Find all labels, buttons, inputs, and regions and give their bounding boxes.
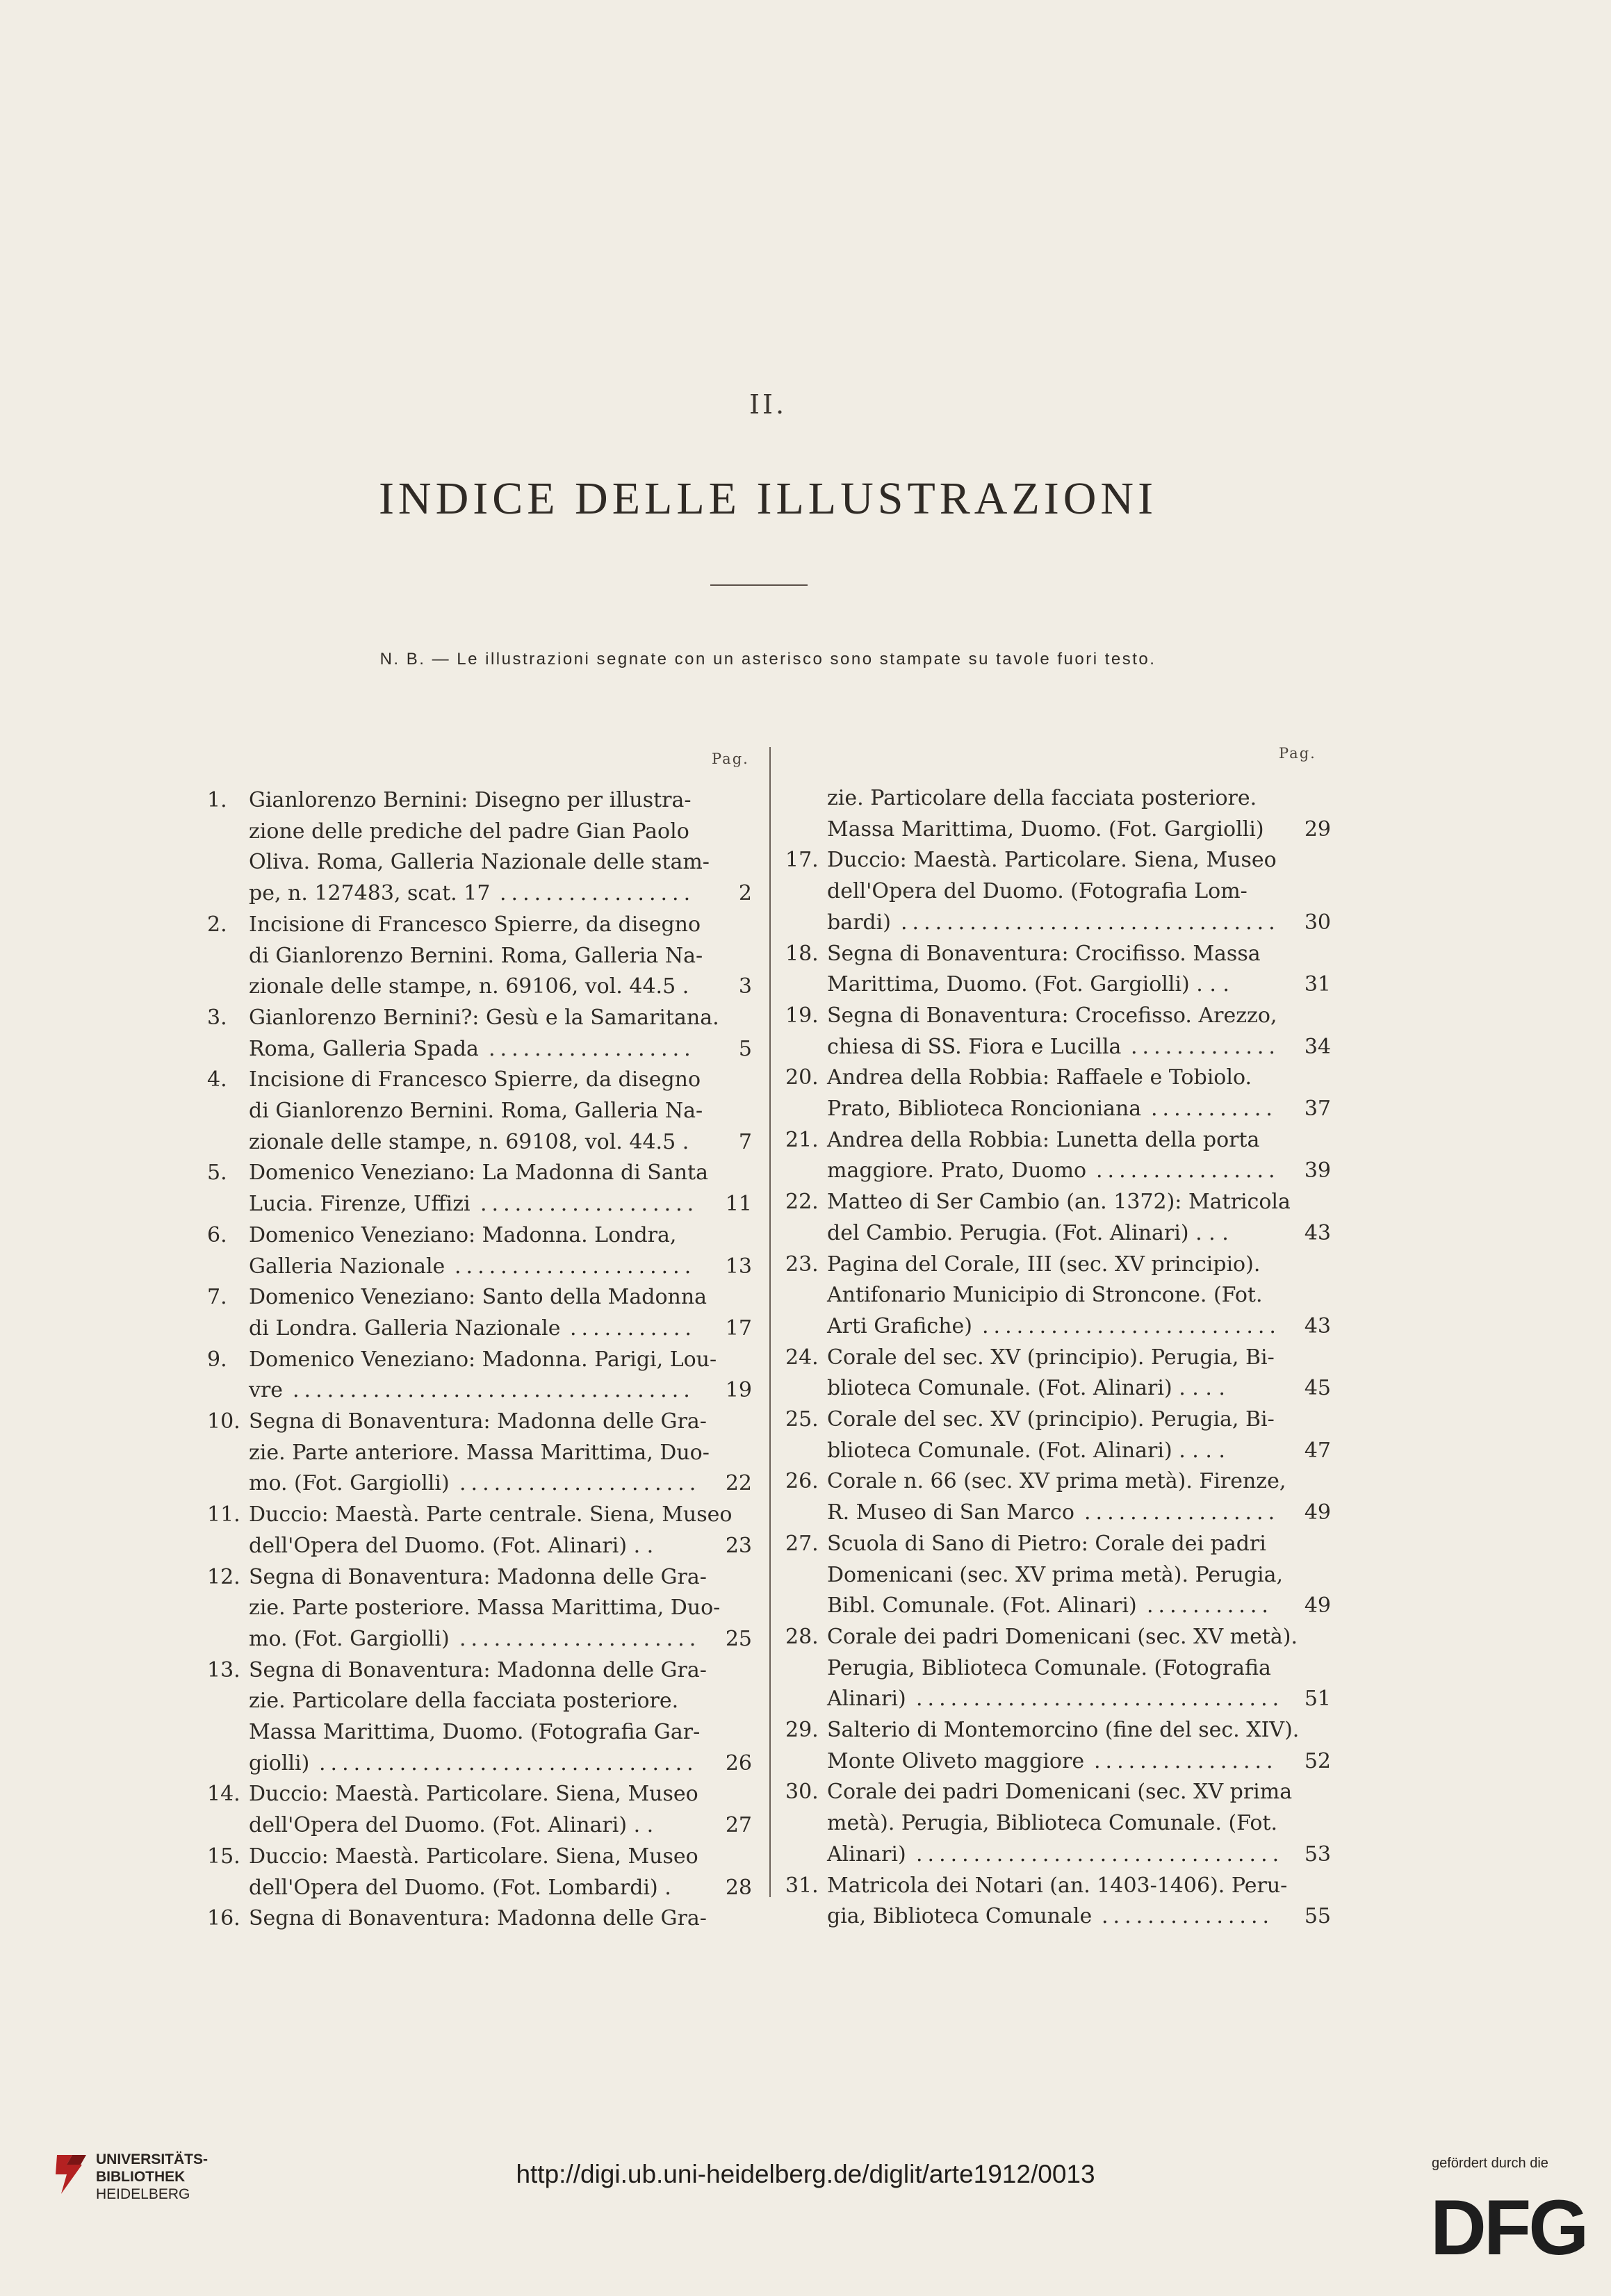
index-entry-line	[0, 1343, 1611, 1373]
dot-leader: .................	[500, 881, 696, 906]
entry-number: 21.	[785, 1127, 819, 1152]
entry-text: zie. Particolare della facciata posteriore.	[827, 786, 1257, 810]
entry-page-number: 37	[1304, 1097, 1331, 1121]
entry-text: zie. Parte anteriore. Massa Marittima, Duo-	[249, 1440, 710, 1465]
dot-leader: .............	[1131, 1034, 1280, 1059]
entry-page-number: 25	[725, 1626, 752, 1651]
entry-text: Alinari)	[827, 1687, 906, 1712]
dot-leader: ...........	[1147, 1593, 1273, 1618]
entry-page-number: 43	[1304, 1313, 1331, 1338]
entry-page-number: 49	[1304, 1593, 1331, 1618]
entry-text: metà). Perugia, Biblioteca Comunale. (Fot.	[827, 1811, 1278, 1836]
index-entry-line	[0, 1808, 1611, 1839]
index-entry-line	[0, 1125, 1611, 1156]
dfg-logo-icon	[1430, 2182, 1593, 2264]
entry-text: dell'Opera del Duomo. (Fot. Alinari) . .	[249, 1533, 654, 1558]
index-entry-line	[0, 1436, 1611, 1466]
index-entry-line	[0, 1373, 1611, 1404]
entry-text: mo. (Fot. Gargiolli)	[249, 1626, 450, 1651]
entry-text: vre	[249, 1378, 284, 1403]
entry-text: Massa Marittima, Duomo. (Fotografia Gar-	[249, 1720, 701, 1744]
entry-page-number: 2	[738, 881, 752, 906]
dot-leader: .....................	[455, 1254, 696, 1279]
entry-page-number: 23	[725, 1533, 752, 1558]
entry-page-number: 52	[1304, 1748, 1331, 1773]
entry-text: Duccio: Maestà. Particolare. Siena, Museo	[827, 848, 1277, 873]
entry-text: Salterio di Montemorcino (fine del sec. XIV).	[827, 1718, 1300, 1742]
entry-page-number: 30	[1304, 910, 1331, 935]
dot-leader: ...................................	[293, 1378, 695, 1403]
index-entry-line	[0, 1498, 1611, 1528]
page-label-right: Pag.	[1279, 745, 1316, 762]
entry-number: 14.	[207, 1782, 240, 1807]
index-entry-line	[0, 1746, 1611, 1777]
entry-page-number: 26	[725, 1750, 752, 1776]
index-entry-line	[0, 1094, 1611, 1124]
source-url[interactable]: http://digi.ub.uni-heidelberg.de/diglit/arte1912/0013	[516, 2160, 1095, 2188]
index-entry-line	[0, 876, 1611, 907]
entry-text: Scuola di Sano di Pietro: Corale dei padri	[827, 1531, 1266, 1556]
index-entry-line	[0, 1063, 1611, 1093]
entry-page-number: 17	[725, 1315, 752, 1340]
entry-text: Incisione di Francesco Spierre, da disegno	[249, 912, 701, 937]
index-entry-line	[0, 1187, 1611, 1217]
entry-page-number: 5	[738, 1036, 752, 1061]
entry-number: 23.	[785, 1252, 819, 1277]
entry-text: Andrea della Robbia: Raffaele e Tobiolo.	[827, 1065, 1252, 1090]
index-entry-line	[0, 814, 1611, 845]
index-entry-line	[0, 1280, 1611, 1311]
funded-by-label: gefördert durch die	[1432, 2156, 1548, 2171]
entry-number: 13.	[207, 1657, 240, 1682]
entry-text: Segna di Bonaventura: Madonna delle Gra-	[249, 1564, 707, 1589]
entry-page-number: 28	[725, 1875, 752, 1900]
index-entry-line	[0, 1560, 1611, 1591]
entry-page-number: 49	[1304, 1500, 1331, 1525]
entry-text: Lucia. Firenze, Uffizi	[249, 1192, 471, 1217]
dot-leader: ................................	[916, 1842, 1284, 1867]
entry-page-number: 3	[738, 974, 752, 999]
part-number: II.	[749, 389, 787, 420]
library-name-line3: HEIDELBERG	[96, 2186, 190, 2202]
entry-text: Domenico Veneziano: Madonna. Parigi, Lou-	[249, 1347, 717, 1372]
entry-number: 19.	[785, 1003, 819, 1028]
dot-leader: ...........	[1151, 1097, 1277, 1121]
entry-text: Segna di Bonaventura: Crocifisso. Massa	[827, 941, 1261, 966]
entry-page-number: 19	[725, 1378, 752, 1403]
index-entry-line	[0, 1839, 1611, 1870]
entry-text: dell'Opera del Duomo. (Fot. Lombardi) .	[249, 1875, 671, 1900]
entry-number: 28.	[785, 1624, 819, 1649]
entry-text: Corale dei padri Domenicani (sec. XV metà).	[827, 1624, 1298, 1649]
page-label-left: Pag.	[712, 751, 749, 767]
entry-text: Duccio: Maestà. Particolare. Siena, Museo	[249, 1782, 698, 1807]
entry-number: 15.	[207, 1844, 240, 1869]
index-entry-line	[0, 1529, 1611, 1559]
entry-text: Domenico Veneziano: Madonna. Londra,	[249, 1222, 677, 1247]
entry-number: 7.	[207, 1285, 227, 1310]
entry-text: zionale delle stampe, n. 69106, vol. 44.5 .	[249, 974, 689, 999]
entry-number: 11.	[207, 1502, 240, 1527]
entry-text: di Gianlorenzo Bernini. Roma, Galleria Na-	[249, 943, 703, 968]
entry-text: chiesa di SS. Fiora e Lucilla	[827, 1034, 1122, 1059]
index-entry-line	[0, 939, 1611, 969]
entry-text: Domenicani (sec. XV prima metà). Perugia,	[827, 1562, 1284, 1587]
entry-page-number: 43	[1304, 1220, 1331, 1245]
entry-page-number: 13	[725, 1254, 752, 1279]
index-entry-line	[0, 1156, 1611, 1186]
entry-number: 10.	[207, 1409, 240, 1434]
entry-page-number: 29	[1304, 817, 1331, 842]
dot-leader: ...........	[570, 1315, 696, 1340]
entry-text: Duccio: Maestà. Particolare. Siena, Museo	[249, 1844, 698, 1869]
title-rule	[710, 584, 808, 586]
entry-text: blioteca Comunale. (Fot. Alinari) . . . .	[827, 1376, 1225, 1401]
entry-page-number: 7	[738, 1129, 752, 1154]
index-entry-line	[0, 908, 1611, 938]
entry-text: Monte Oliveto maggiore	[827, 1748, 1085, 1773]
entry-text: Marittima, Duomo. (Fot. Gargiolli) . . .	[827, 972, 1229, 997]
entry-number: 6.	[207, 1222, 227, 1247]
entry-text: di Londra. Galleria Nazionale	[249, 1315, 561, 1340]
entry-number: 30.	[785, 1780, 819, 1805]
dot-leader: .....................	[459, 1471, 701, 1496]
entry-page-number: 22	[725, 1471, 752, 1496]
dot-leader: ..........................	[982, 1313, 1281, 1338]
entry-number: 31.	[785, 1873, 819, 1898]
dot-leader: .....................	[459, 1626, 701, 1651]
dfg-logo-text: DFG	[1430, 2184, 1587, 2264]
index-entry-line	[0, 845, 1611, 876]
index-entry-line	[0, 1871, 1611, 1901]
entry-number: 17.	[785, 848, 819, 873]
entry-text: pe, n. 127483, scat. 17	[249, 881, 491, 906]
entry-text: Segna di Bonaventura: Crocefisso. Arezzo,	[827, 1003, 1277, 1028]
entry-number: 5.	[207, 1161, 227, 1186]
entry-number: 20.	[785, 1065, 819, 1090]
entry-text: Segna di Bonaventura: Madonna delle Gra-	[249, 1409, 707, 1434]
entry-number: 4.	[207, 1067, 227, 1092]
entry-text: dell'Opera del Duomo. (Fotografia Lom-	[827, 879, 1248, 904]
asterisk-note: N. B. — Le illustrazioni segnate con un asterisco sono stampate su tavole fuori testo.	[379, 650, 1156, 669]
entry-text: di Gianlorenzo Bernini. Roma, Galleria Na-	[249, 1099, 703, 1123]
entry-page-number: 11	[725, 1192, 752, 1217]
entry-text: Pagina del Corale, III (sec. XV principio).	[827, 1252, 1261, 1277]
index-entry-line	[0, 1032, 1611, 1063]
library-name-line1: UNIVERSITÄTS-	[96, 2151, 208, 2167]
entry-number: 3.	[207, 1005, 227, 1030]
dot-leader: ................	[1094, 1748, 1278, 1773]
dot-leader: .................................	[901, 910, 1280, 935]
entry-page-number: 51	[1304, 1687, 1331, 1712]
index-entry-line	[0, 1715, 1611, 1746]
entry-text: Gianlorenzo Bernini?: Gesù e la Samaritana.	[249, 1005, 719, 1030]
entry-number: 22.	[785, 1190, 819, 1215]
entry-text: zie. Particolare della facciata posteriore.	[249, 1689, 679, 1714]
entry-text: Segna di Bonaventura: Madonna delle Gra-	[249, 1906, 707, 1931]
entry-text: maggiore. Prato, Duomo	[827, 1158, 1087, 1183]
entry-number: 16.	[207, 1906, 240, 1931]
index-entry-line	[0, 1404, 1611, 1435]
entry-text: Antifonario Municipio di Stroncone. (Fot.	[827, 1283, 1263, 1308]
dot-leader: ................	[1096, 1158, 1280, 1183]
entry-text: Galleria Nazionale	[249, 1254, 445, 1279]
index-entry-line	[0, 1777, 1611, 1807]
entry-number: 2.	[207, 912, 227, 937]
entry-text: zie. Parte posteriore. Massa Marittima, Duo-	[249, 1596, 721, 1621]
index-entry-line	[0, 1591, 1611, 1621]
index-entry-line	[0, 1311, 1611, 1342]
entry-text: bardi)	[827, 910, 891, 935]
entry-text: Bibl. Comunale. (Fot. Alinari)	[827, 1593, 1137, 1618]
entry-number: 26.	[785, 1469, 819, 1494]
index-entry-line	[0, 969, 1611, 1000]
dot-leader: ................................	[916, 1687, 1284, 1712]
entry-number: 29.	[785, 1718, 819, 1742]
entry-page-number: 39	[1304, 1158, 1331, 1183]
entry-text: Domenico Veneziano: Santo della Madonna	[249, 1285, 708, 1310]
entry-text: Massa Marittima, Duomo. (Fot. Gargiolli)	[827, 817, 1264, 842]
entry-number: 9.	[207, 1347, 227, 1372]
index-entry-line	[0, 1622, 1611, 1653]
entry-text: Prato, Biblioteca Roncioniana	[827, 1097, 1142, 1121]
library-name-line2: BIBLIOTHEK	[96, 2169, 186, 2185]
page-title: INDICE DELLE ILLUSTRAZIONI	[378, 473, 1158, 524]
entry-text: giolli)	[249, 1750, 310, 1776]
entry-text: Matteo di Ser Cambio (an. 1372): Matricola	[827, 1190, 1291, 1215]
index-entry-line	[0, 1901, 1611, 1932]
index-entry-line	[0, 1001, 1611, 1031]
index-entry-line	[0, 1249, 1611, 1280]
index-entry-line	[0, 1684, 1611, 1714]
entry-text: Corale n. 66 (sec. XV prima metà). Firenze,	[827, 1469, 1286, 1494]
dot-leader: .................................	[319, 1750, 698, 1776]
entry-number: 18.	[785, 941, 819, 966]
entry-text: Corale del sec. XV (principio). Perugia, Bi-	[827, 1407, 1275, 1432]
entry-text: Andrea della Robbia: Lunetta della porta	[827, 1127, 1260, 1152]
entry-text: Domenico Veneziano: La Madonna di Santa	[249, 1161, 708, 1186]
entry-text: Arti Grafiche)	[827, 1313, 972, 1338]
entry-text: Incisione di Francesco Spierre, da disegno	[249, 1067, 701, 1092]
entry-number: 1.	[207, 788, 227, 812]
entry-number: 24.	[785, 1345, 819, 1370]
entry-page-number: 45	[1304, 1376, 1331, 1401]
entry-text: Corale del sec. XV (principio). Perugia, Bi-	[827, 1345, 1275, 1370]
index-entry-line	[0, 783, 1611, 814]
entry-text: Alinari)	[827, 1842, 906, 1867]
entry-text: del Cambio. Perugia. (Fot. Alinari) . . .	[827, 1220, 1229, 1245]
dot-leader: ..................	[489, 1036, 696, 1061]
entry-text: zionale delle stampe, n. 69108, vol. 44.5 .	[249, 1129, 689, 1154]
entry-page-number: 53	[1304, 1842, 1331, 1867]
entry-text: mo. (Fot. Gargiolli)	[249, 1471, 450, 1496]
entry-text: Matricola dei Notari (an. 1403-1406). Peru-	[827, 1873, 1288, 1898]
index-entry-line	[0, 1466, 1611, 1497]
entry-text: blioteca Comunale. (Fot. Alinari) . . . .	[827, 1438, 1225, 1463]
entry-text: Corale dei padri Domenicani (sec. XV prima	[827, 1780, 1293, 1805]
dot-leader: ...................	[480, 1192, 699, 1217]
entry-text: R. Museo di San Marco	[827, 1500, 1074, 1525]
entry-text: Perugia, Biblioteca Comunale. (Fotografia	[827, 1655, 1271, 1680]
entry-page-number: 27	[725, 1813, 752, 1838]
index-entry-line	[0, 1218, 1611, 1249]
entry-text: dell'Opera del Duomo. (Fot. Alinari) . .	[249, 1813, 654, 1838]
entry-page-number: 55	[1304, 1904, 1331, 1929]
entry-page-number: 47	[1304, 1438, 1331, 1463]
entry-number: 12.	[207, 1564, 240, 1589]
entry-page-number: 34	[1304, 1034, 1331, 1059]
index-entry-line	[0, 1653, 1611, 1684]
entry-text: zione delle prediche del padre Gian Paolo	[249, 819, 689, 844]
entry-number: 27.	[785, 1531, 819, 1556]
entry-text: Duccio: Maestà. Parte centrale. Siena, Museo	[249, 1502, 733, 1527]
entry-text: Roma, Galleria Spada	[249, 1036, 479, 1061]
entry-text: Oliva. Roma, Galleria Nazionale delle stam-	[249, 850, 710, 875]
entry-number: 25.	[785, 1407, 819, 1432]
entry-text: gia, Biblioteca Comunale	[827, 1904, 1093, 1929]
entry-text: Gianlorenzo Bernini: Disegno per illustra-	[249, 788, 692, 812]
dot-leader: ...............	[1102, 1904, 1275, 1929]
entry-page-number: 31	[1304, 972, 1331, 997]
entry-text: Segna di Bonaventura: Madonna delle Gra-	[249, 1657, 707, 1682]
dot-leader: .................	[1084, 1500, 1280, 1525]
